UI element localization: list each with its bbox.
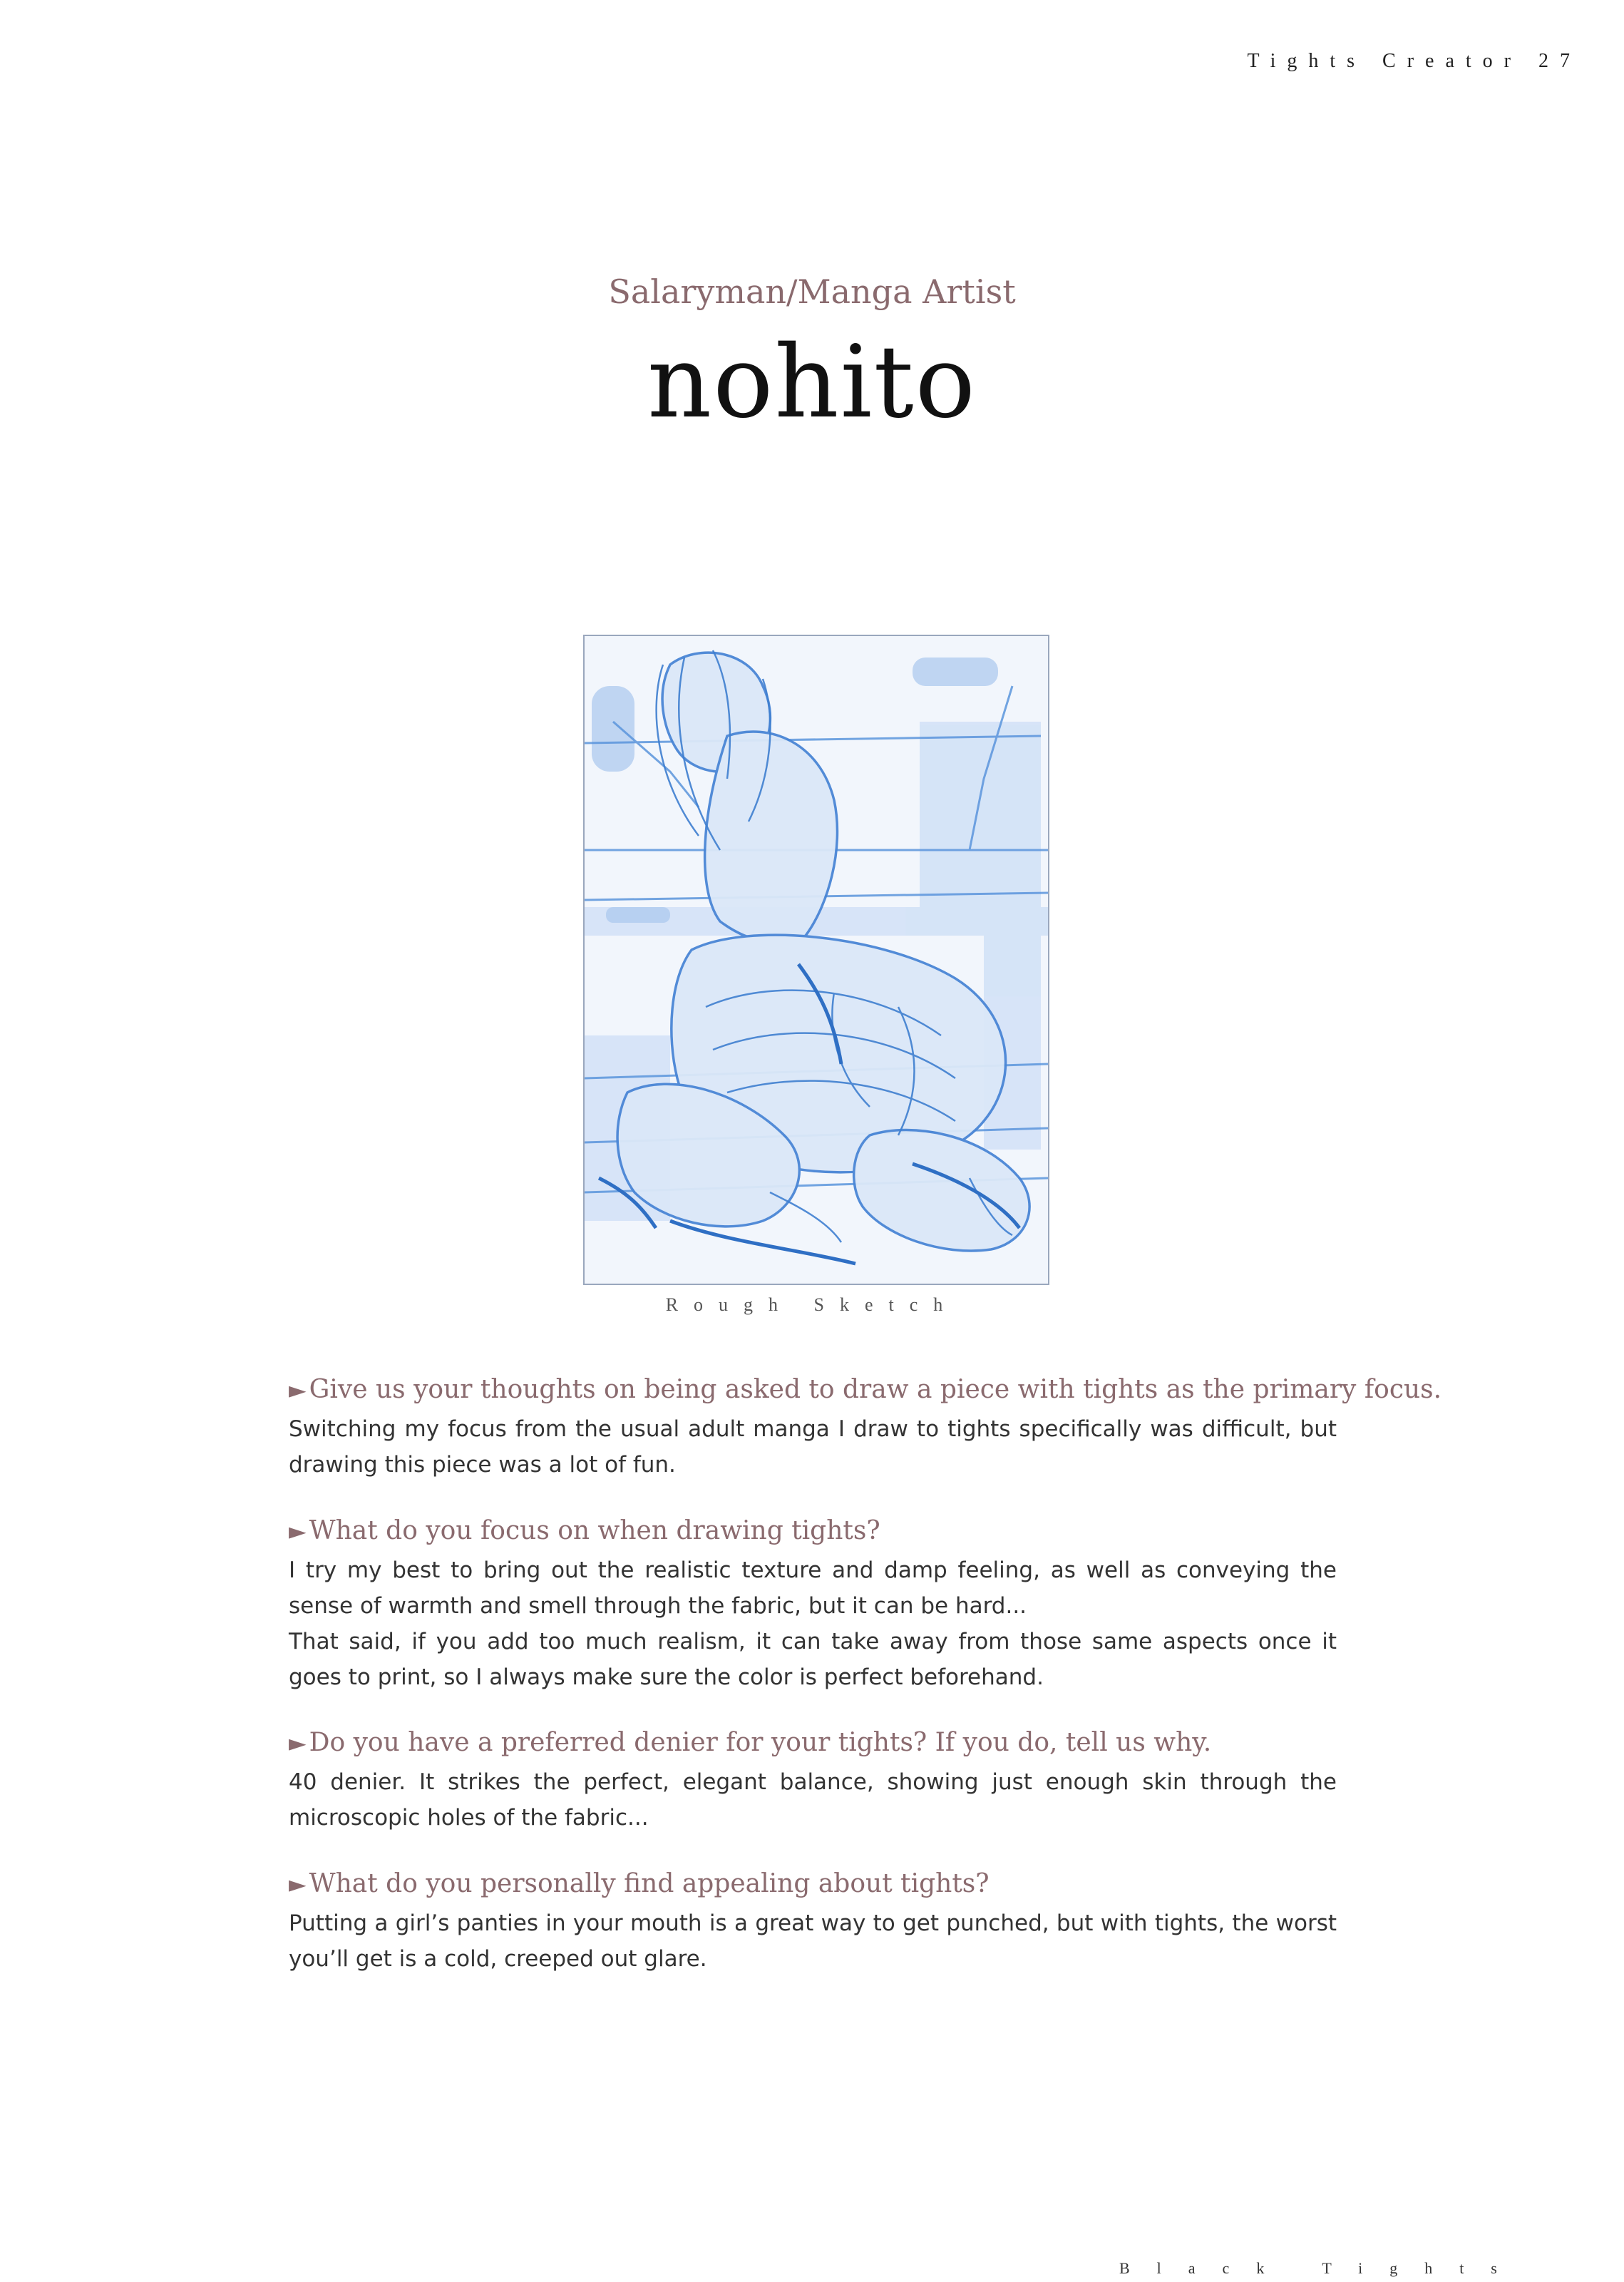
rough-sketch-illustration bbox=[583, 635, 1049, 1285]
interview-question: ► What do you personally find appealing about tights? bbox=[289, 1869, 990, 1898]
qa-block-2 bbox=[289, 1514, 1337, 1695]
qa-block-1 bbox=[289, 1373, 1442, 1483]
triangle-right-icon: ► bbox=[289, 1376, 307, 1403]
interview-answer: Switching my focus from the usual adult manga I draw to tights specifically was difficult, but drawing this piece was a lot of fun. bbox=[289, 1416, 1337, 1478]
triangle-right-icon: ► bbox=[289, 1871, 307, 1898]
qa-block-4 bbox=[289, 1867, 1337, 1977]
artist-occupation: Salaryman/Manga Artist bbox=[608, 272, 1016, 311]
interview-question: ► Give us your thoughts on being asked to draw a piece with tights as the primary focus. bbox=[289, 1375, 1442, 1404]
interview-question: ► What do you focus on when drawing tights? bbox=[289, 1516, 880, 1545]
interview-answer: That said, if you add too much realism, it can take away from those same aspects once it goes to print, so I always make sure the color is perfect beforehand. bbox=[289, 1629, 1337, 1690]
interview-answer: Putting a girl’s panties in your mouth is a great way to get punched, but with tights, the worst you’ll get is a cold, creeped out glare. bbox=[289, 1910, 1337, 1972]
interview-answer: I try my best to bring out the realistic texture and damp feeling, as well as conveying the sense of warmth and smell through the fabric, but it can be hard... bbox=[289, 1557, 1337, 1619]
interview-question: ► Do you have a preferred denier for your tights? If you do, tell us why. bbox=[289, 1728, 1212, 1757]
qa-block-3 bbox=[289, 1726, 1337, 1836]
running-footer: Black Tights bbox=[1119, 2259, 1524, 2277]
artist-name: nohito bbox=[647, 324, 977, 441]
interview-answer: 40 denier. It strikes the perfect, elegant balance, showing just enough skin through the microscopic holes of the fabric... bbox=[289, 1769, 1337, 1831]
sketch-drawing bbox=[585, 636, 1048, 1284]
figure-caption: Rough Sketch bbox=[665, 1294, 959, 1315]
triangle-right-icon: ► bbox=[289, 1729, 307, 1756]
triangle-right-icon: ► bbox=[289, 1518, 307, 1545]
running-header: Tights Creator 27 bbox=[1247, 50, 1581, 72]
